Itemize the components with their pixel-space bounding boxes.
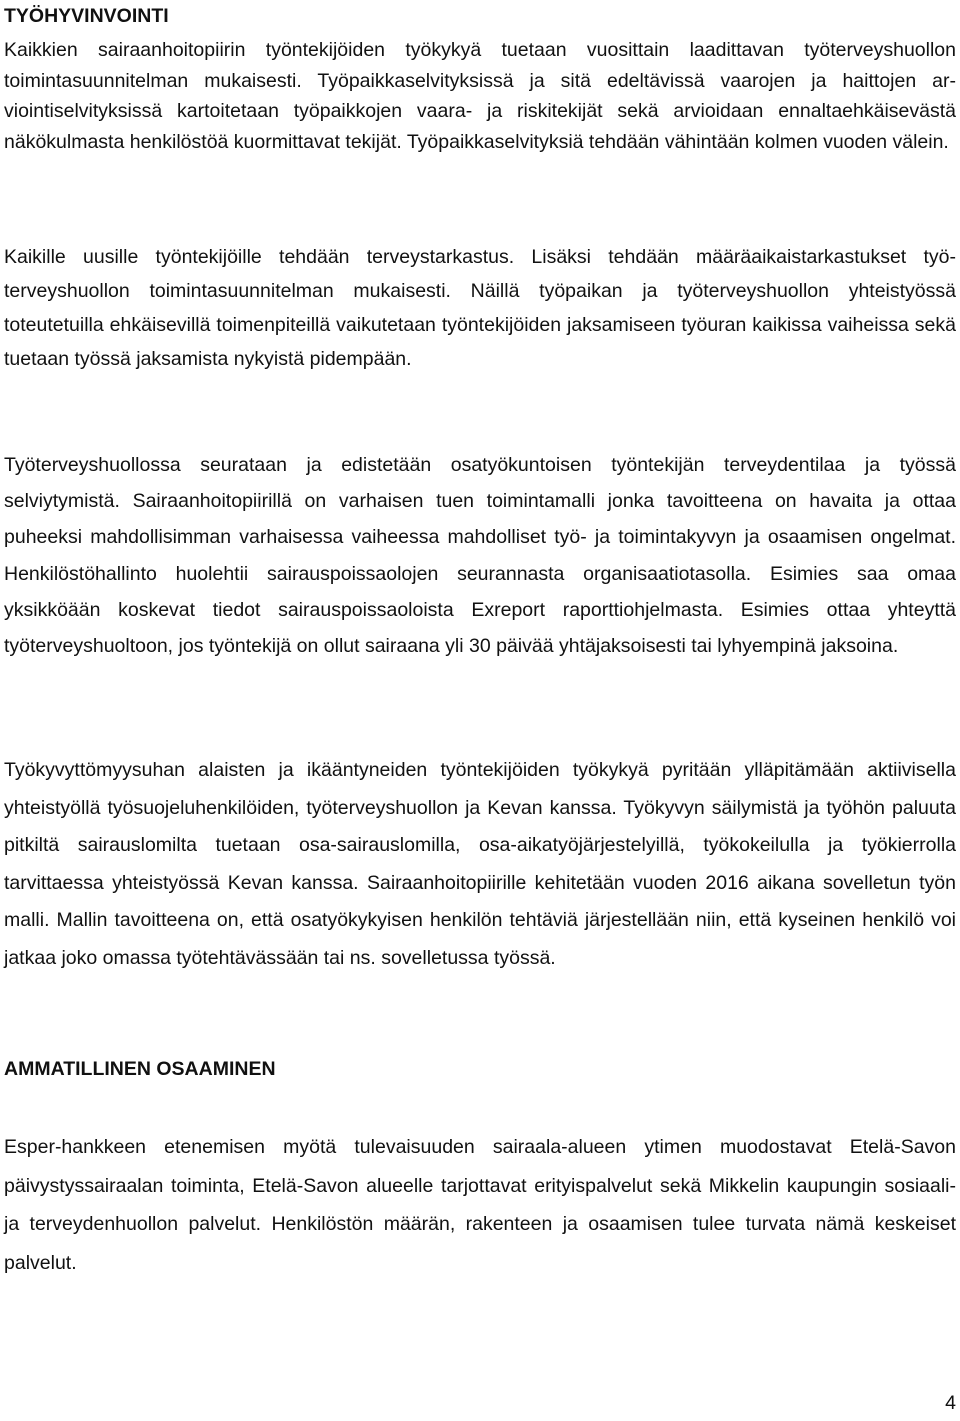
paragraph-health-checks: Kaikille uusille työntekijöille tehdään terveystarkastus. Lisäksi tehdään määräaikaistarkastukset työterveyshuollon toimintasuunnitelman mukaisesti. Näillä työpaikan ja työterveyshuollon yhteistyössä toteutetuilla ehkäisevillä toimenpiteillä vaikutetaan työntekijöiden jaksamiseen työuran kaikissa vaiheissa sekä tuetaan työssä jaksamista nykyistä pidempään. [4, 246, 956, 370]
paragraph-work-ability: Työkyvyttömyysuhan alaisten ja ikääntyneiden työntekijöiden työkykyä pyritään ylläpitämään aktiivisella yhteistyöllä työsuojeluhenkilöiden, työterveyshuollon ja Kevan kanssa. Työkyvyn säilymistä ja työhön paluuta pitkiltä sairauslomilta tuetaan osa-sairauslomilla, osa-aikatyöjärjestelyillä, työkokeilulla ja työkierrolla tarvittaessa yhteistyössä Kevan kanssa. Sairaanhoitopiirille kehitetään vuoden 2016 aikana sovelletun työn malli. Mallin tavoitteena on, että osatyökykyisen henkilön tehtäviä järjestellään niin, että kyseinen henkilö voi jatkaa joko omassa työtehtävässään tai ns. sovelletussa työssä. [4, 759, 956, 969]
section-heading-ammatillinen-osaaminen: AMMATILLINEN OSAAMINEN [4, 1058, 276, 1080]
page-number: 4 [945, 1392, 956, 1414]
paragraph-early-support: Työterveyshuollossa seurataan ja edistetään osatyökuntoisen työntekijän terveydentilaa ja työssä selviytymistä. Sairaanhoitopiirillä on varhaisen tuen toimintamalli jonka tavoitteena on havaita ja ottaa puheeksi mahdollisimman varhaisessa vaiheessa mahdolliset työ- ja toimintakyvyn ja osaamisen ongelmat. Henkilöstöhallinto huolehtii sairauspoissaolojen seurannasta organisaatiotasolla. Esimies saa omaa yksikköään koskevat tiedot sairauspoissaoloista Exreport raporttiohjelmasta. Esimies ottaa yhteyttä työterveyshuoltoon, jos työntekijä on ollut sairaana yli 30 päivää yhtäjaksoisesti tai lyhyempinä jaksoina. [4, 454, 956, 658]
paragraph-workplace-surveys: Kaikkien sairaanhoitopiirin työntekijöiden työkykyä tuetaan vuosittain laadittavan työterveyshuollon toimintasuunnitelman mukaisesti. Työpaikkaselvityksissä ja sitä edeltävissä vaarojen ja haittojen arviointiselvityksissä kartoitetaan työpaikkojen vaara- ja riskitekijät sekä arvioidaan ennaltaehkäisevästä näkökulmasta henkilöstöä kuormittavat tekijät. Työpaikkaselvityksiä tehdään vähintään kolmen vuoden välein. [4, 39, 956, 153]
paragraph-esper-project: Esper-hankkeen etenemisen myötä tulevaisuuden sairaala-alueen ytimen muodostavat Etelä-Savon päivystyssairaalan toiminta, Etelä-Savon alueelle tarjottavat erityispalvelut sekä Mikkelin kaupungin sosiaali- ja terveydenhuollon palvelut. Henkilöstön määrän, rakenteen ja osaamisen tulee turvata nämä keskeiset palvelut. [4, 1136, 956, 1275]
section-heading-tyohyvinvointi: TYÖHYVINVOINTI [4, 5, 169, 27]
